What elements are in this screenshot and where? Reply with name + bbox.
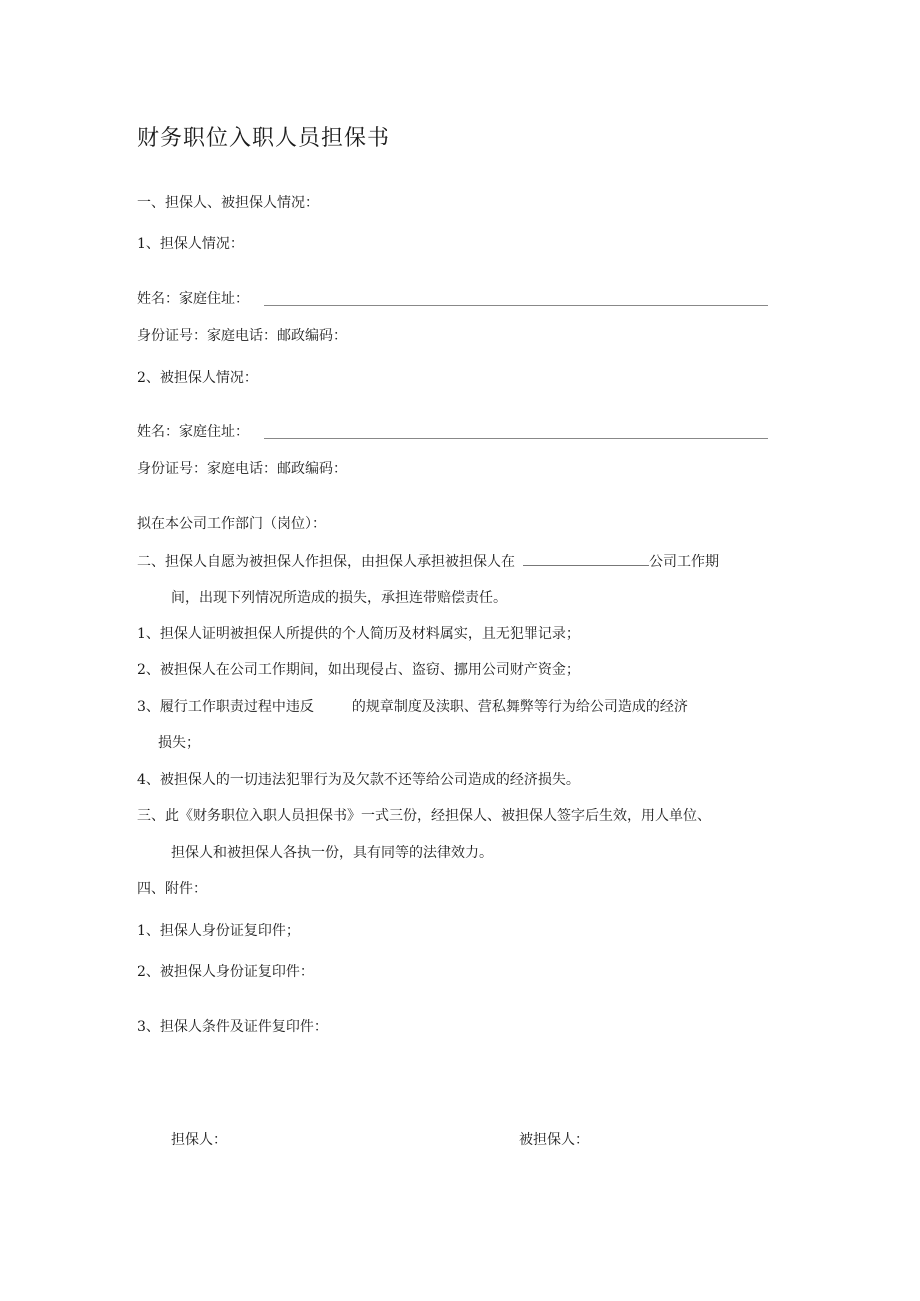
company-blank-underline: [523, 551, 649, 566]
attachment-2: 2、被担保人身份证复印件：: [137, 964, 314, 980]
guaranteed-heading: 2、被担保人情况：: [137, 370, 258, 386]
section1-heading: 一、担保人、被担保人情况：: [137, 195, 319, 211]
attachment-3: 3、担保人条件及证件复印件：: [137, 1019, 328, 1035]
document-title: 财务职位入职人员担保书: [137, 126, 391, 151]
section2-item2: 2、被担保人在公司工作期间，如出现侵占、盗窃、挪用公司财产资金；: [137, 662, 580, 678]
guaranteed-name-address: 姓名：家庭住址：: [137, 424, 249, 440]
guarantor-signature-label: 担保人：: [171, 1132, 227, 1148]
section2-item3-part-a: 3、履行工作职责过程中违反: [137, 699, 314, 715]
section2-item3: [137, 697, 688, 717]
section3-line1: 三、此《财务职位入职人员担保书》一式三份，经担保人、被担保人签字后生效，用人单位、: [137, 808, 711, 824]
section4-heading: 四、附件：: [137, 881, 207, 897]
section2-line1-after: 公司工作期: [649, 554, 719, 570]
guarantor-id-phone-zip: 身份证号：家庭电话：邮政编码：: [137, 328, 347, 344]
section3-line2: 担保人和被担保人各执一份，具有同等的法律效力。: [171, 845, 493, 861]
department-line: 拟在本公司工作部门（岗位）：: [137, 516, 326, 532]
guarantor-address-underline: [264, 305, 768, 306]
section2-line1-before: 二、担保人自愿为被担保人作担保，由担保人承担被担保人在: [137, 554, 515, 570]
guarantor-heading: 1、担保人情况：: [137, 236, 244, 252]
guaranteed-address-underline: [264, 438, 768, 439]
section2-line1: [137, 551, 719, 572]
guaranteed-signature-label: 被担保人：: [519, 1132, 589, 1148]
guaranteed-id-phone-zip: 身份证号：家庭电话：邮政编码：: [137, 461, 347, 477]
section2-item4: 4、被担保人的一切违法犯罪行为及欠款不还等给公司造成的经济损失。: [137, 772, 580, 788]
section2-item1: 1、担保人证明被担保人所提供的个人简历及材料属实，且无犯罪记录；: [137, 626, 580, 642]
guarantor-name-address: 姓名：家庭住址：: [137, 291, 249, 307]
section2-item3-part-b: 的规章制度及渎职、营私舞弊等行为给公司造成的经济: [351, 699, 688, 715]
section2-item3-continuation: 损失；: [158, 735, 200, 751]
section2-line2: 间，出现下列情况所造成的损失，承担连带赔偿责任。: [171, 590, 507, 606]
attachment-1: 1、担保人身份证复印件；: [137, 923, 300, 939]
